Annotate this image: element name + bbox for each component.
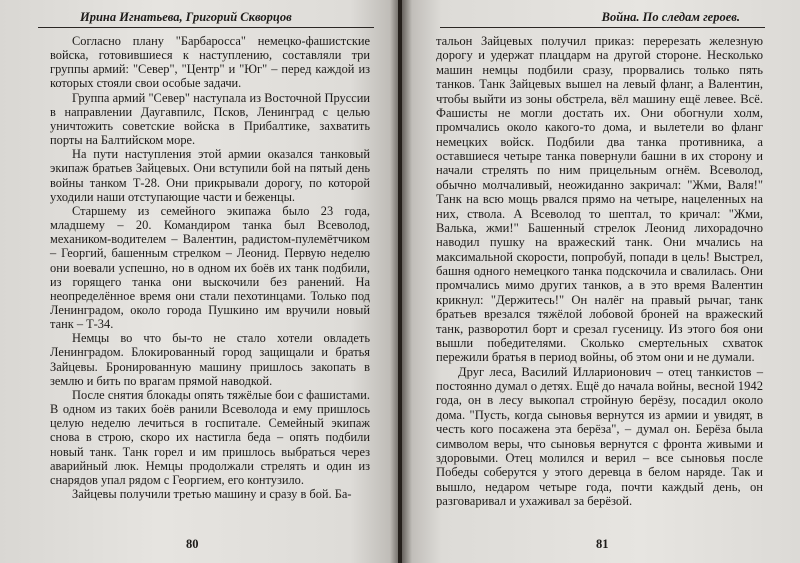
paragraph: После снятия блокады опять тяжёлые бои с фашистами. В одном из таких боёв ранили Всеволода и ему пришлось целую неделю лечиться в госпитале. Семейный экипаж снова в строю, скоро их настигла беда – опять подбили новый танк. Танк горел и им пришлось выбраться через аварийный люк. Немцы продолжали стрелять и один из снарядов упал рядом с Георгием, его контузило. xyxy=(50,387,370,487)
left-header-rule xyxy=(38,27,374,28)
right-running-head: Война. По следам героев. xyxy=(601,10,740,24)
paragraph: Друг леса, Василий Илларионович – отец танкистов – постоянно думал о детях. Ещё до начала войны, весной 1942 года, он в лесу выкопал стройную берёзу, посадил около дома. "Пусть, когда сыновья вернутся из армии и увидят, в честь кого посажена эта берёза", – думал он. Берёза была символом веры, что сыновья вернутся с фронта живыми и здоровыми. Отец молился и верил – все сыновья после Победы соберутся у этого деревца в белом наряде. Так и вышло, недаром четыре года, почти каждый день, он разговаривал и ухаживал за берёзой. xyxy=(436,364,763,508)
right-page-number: 81 xyxy=(596,537,609,551)
paragraph: тальон Зайцевых получил приказ: перерезать железную дорогу и удержат плацдарм на другой стороне. Несколько машин немцы подбили сразу, прорвались только пять танков. Танк Зайцевых вышел на левый фланг, а Валентин, чтобы выйти из зоны обстрела, вёл машину ещё левее. Всё. Фашисты не могли достать их. Они обогнули холм, промчались около какого-то дома, и вылетели во фланг немецких войск. Подбили два танка противника, а оставшиеся четыре танка повернули башни в их сторону и начали стрелять по ним прицельным огнём. Всеволод, обычно молчаливый, неожиданно закричал: "Жми, Валя!" Танк на всю мощь рвался прямо на четыре, нацеленных на них, ствола. А Всеволод то шептал, то кричал: "Жми, Валька, жми!" Башенный стрелок Леонид лихорадочно наводил пушку на вражеский танк. Они мчались на максимальной скорости, попробуй, попади в цель! Выстрел, башня одного немецкого танка подскочила и свалилась. Они промчались мимо других танков, а в это время Валентин крикнул: "Держитесь!" Он налёг на правый рычаг, танк братьев врезался тяжёлой лобовой броней на вражеский танк, разворотил борт и срезал гусеницу. Из этого боя они вышли победителями. Сколько смертельных схваток пережили братья в период войны, об этом они и не думали. xyxy=(436,34,763,365)
book-gutter xyxy=(390,0,412,563)
right-page-body xyxy=(436,34,763,508)
left-page-body xyxy=(50,34,370,501)
paragraph: Зайцевы получили третью машину и сразу в бой. Ба- xyxy=(72,487,352,501)
paragraph: Старшему из семейного экипажа было 23 года, младшему – 20. Командиром танка был Всеволод, механиком-водителем – Валентин, радистом-пулемётчиком – Георгий, башенным стрелком – Леонид. Первую неделю они воевали успешно, но в одном их боёв их танк подбили, из горящего танка они выскочили без ранений. На неопределённое время они стали пехотинцами. Только под Ленинградом, около города Пушкино им вручили новый танк – Т-34. xyxy=(50,203,370,332)
left-page xyxy=(0,0,398,563)
right-page xyxy=(402,0,800,563)
paragraph: Согласно плану "Барбаросса" немецко-фашистские войска, готовившиеся к наступлению, составляли три группы армий: "Север", "Центр" и "Юг" – перед каждой из которых стояли свои особые задачи. xyxy=(50,34,370,91)
paragraph: Группа армий "Север" наступала из Восточной Пруссии в направлении Даугавпилс, Псков, Ленинград с целью уничтожить советские войска в Прибалтике, захватить порты на Балтийском море. xyxy=(50,90,370,148)
paragraph: На пути наступления этой армии оказался танковый экипаж братьев Зайцевых. Они вступили бой на пятый день войны танком Т-28. Они прикрывали дорогу, по которой уходили наши отступающие части и беженцы. xyxy=(50,147,370,204)
right-header-rule xyxy=(440,27,765,28)
left-running-head: Ирина Игнатьева, Григорий Скворцов xyxy=(80,10,292,24)
paragraph: Немцы во что бы-то не стало хотели овладеть Ленинградом. Блокированный город защищали и братья Зайцевы. Бронированную машину пришлось закопать в землю и бить по врагам прямой наводкой. xyxy=(50,331,370,388)
left-page-number: 80 xyxy=(186,537,199,551)
